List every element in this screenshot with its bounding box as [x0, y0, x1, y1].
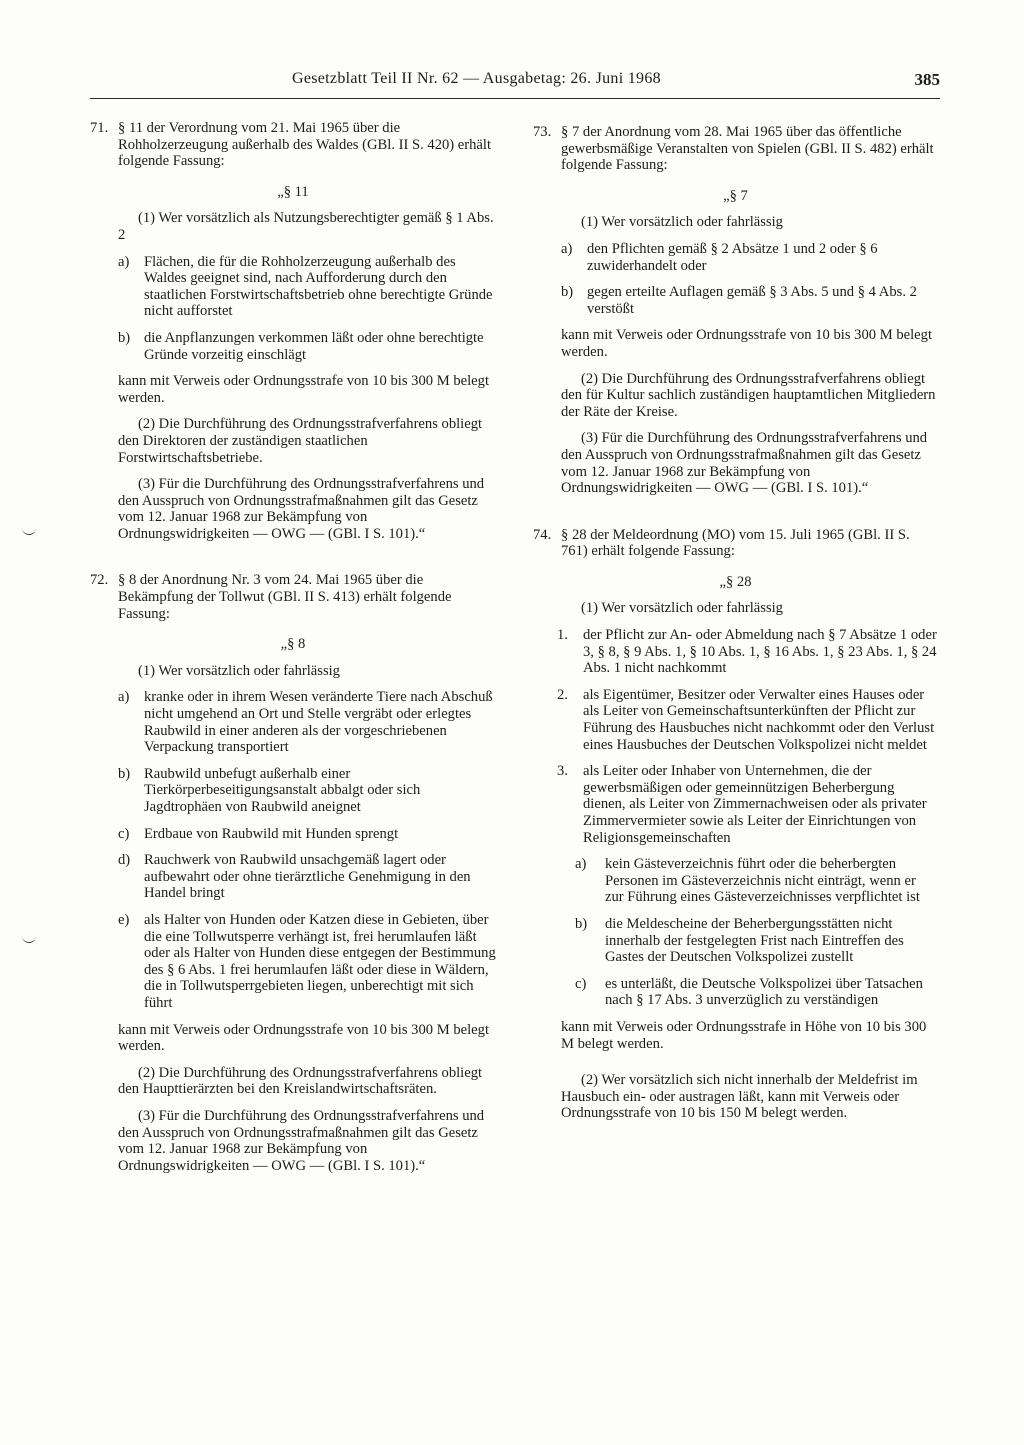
paragraph-title: „§ 28: [719, 573, 752, 590]
item-number: 71.: [90, 120, 109, 136]
list-label: a): [575, 856, 587, 873]
list-item-3a: [533, 856, 938, 906]
list-text: Rauchwerk von Raubwild unsachgemäß lagert oder aufbewahrt oder ohne tierärztliche Genehmigung in den Handel bringt: [144, 852, 471, 902]
list-label: 3.: [557, 763, 568, 780]
penalty-clause: kann mit Verweis oder Ordnungsstrafe von 10 bis 300 M belegt werden.: [118, 373, 489, 406]
item-heading-text: § 11 der Verordnung vom 21. Mai 1965 über die Rohholzerzeugung außerhalb des Waldes (GBl. II S. 420) erhält folgende Fassung:: [118, 120, 492, 170]
subsection-2: (2) Die Durchführung des Ordnungsstrafverfahrens obliegt den Direktoren der zuständigen staatlichen Forstwirtschaftsbetriebe.: [118, 416, 483, 466]
list-item-1: [533, 627, 938, 677]
subsection-2: (2) Wer vorsätzlich sich nicht innerhalb der Meldefrist im Hausbuch ein- oder austragen läßt, kann mit Verweis oder Ordnungsstrafe von 10 bis 150 M belegt werden.: [561, 1072, 918, 1122]
penalty-clause: kann mit Verweis oder Ordnungsstrafe in Höhe von 10 bis 300 M belegt werden.: [561, 1018, 927, 1052]
list-text: gegen erteilte Auflagen gemäß § 3 Abs. 5 und § 4 Abs. 2 verstößt: [587, 284, 917, 317]
item-heading: [533, 527, 938, 560]
item-74: [533, 527, 938, 1122]
item-heading: [533, 124, 938, 174]
list-label: c): [118, 825, 130, 842]
item-number: 74.: [533, 526, 552, 543]
subsection-1: (1) Wer vorsätzlich als Nutzungsberechtigter gemäß § 1 Abs. 2: [118, 210, 494, 243]
list-label: d): [118, 852, 131, 869]
item-heading: [90, 572, 496, 622]
left-column: [90, 120, 496, 1184]
list-text: als Eigentümer, Besitzer oder Verwalter eines Hauses oder als Leiter von Gemeinschaftsunterkünften der Pflicht zur Führung des Hausbuches nicht nachkommt oder den Verlust eines Hausbuches der Deutschen Volkspolizei nicht meldet: [583, 686, 935, 753]
list-label: b): [118, 329, 131, 346]
header-title: Gesetzblatt Teil II Nr. 62 — Ausgabetag: 26. Juni 1968: [292, 70, 661, 87]
list-label: a): [561, 240, 573, 257]
subsection-1: (1) Wer vorsätzlich oder fahrlässig: [138, 662, 340, 679]
item-number: 73.: [533, 124, 552, 140]
list-label: c): [575, 975, 587, 992]
list-item-3: [533, 763, 938, 846]
list-item-a: [90, 254, 496, 320]
list-text: als Leiter oder Inhaber von Unternehmen, die der gewerbsmäßigen oder gemeinnützigen Beherbergung dienen, als Leiter von Zimmernachweisen oder als privater Zimmervermieter sowie als Leiter der Einrichtungen von Religionsgemeinschaften: [583, 763, 927, 846]
list-text: den Pflichten gemäß § 2 Absätze 1 und 2 oder § 6 zuwiderhandelt oder: [587, 240, 878, 274]
list-label: b): [118, 765, 131, 782]
list-label: b): [575, 915, 588, 932]
subsection-3: (3) Für die Durchführung des Ordnungsstrafverfahrens und den Ausspruch von Ordnungsstrafmaßnahmen gilt das Gesetz vom 12. Januar 1968 zur Bekämpfung von Ordnungswidrigkeiten — OWG — (GBl. I S. 101).“: [561, 430, 928, 497]
list-label: e): [118, 911, 130, 928]
list-text: Flächen, die für die Rohholzerzeugung außerhalb des Waldes geeignet sind, nach Aufforderung durch den staatlichen Forstwirtschaftsbetrieb ohne berechtigte Gründe nicht aufforstet: [144, 253, 493, 320]
list-item-e: [90, 912, 496, 1012]
paragraph-title: „§ 7: [723, 187, 748, 204]
list-text: Raubwild unbefugt außerhalb einer Tierkörperbeseitigungsanstalt abbalgt oder sich Jagdtrophäen von Raubwild aneignet: [144, 765, 421, 815]
list-label: a): [118, 253, 130, 270]
list-text: kein Gästeverzeichnis führt oder die beherbergten Personen im Gästeverzeichnis nicht einträgt, wenn er zur Führung eines Gästeverzeichnisses verpflichtet ist: [605, 856, 920, 906]
subsection-3: (3) Für die Durchführung des Ordnungsstrafverfahrens und den Ausspruch von Ordnungsstrafmaßnahmen gilt das Gesetz vom 12. Januar 1968 zur Bekämpfung von Ordnungswidrigkeiten — OWG — (GBl. I S. 101).“: [118, 476, 485, 542]
list-label: b): [561, 284, 574, 301]
list-item-d: [90, 852, 496, 902]
item-73: [533, 124, 938, 497]
list-text: der Pflicht zur An- oder Abmeldung nach § 7 Absätze 1 oder 3, § 8, § 9 Abs. 1, § 10 Abs. 1, § 16 Abs. 1, § 23 Abs. 1, § 24 Abs. 1 nicht nachkommt: [583, 627, 937, 677]
page-number: 385: [914, 70, 940, 89]
subsection-1: (1) Wer vorsätzlich oder fahrlässig: [581, 600, 783, 617]
item-heading: [90, 120, 496, 170]
list-item-a: [90, 689, 496, 755]
item-71: [90, 120, 496, 542]
list-item-a: [533, 241, 938, 274]
right-column: [533, 124, 938, 1132]
item-heading-text: § 8 der Anordnung Nr. 3 vom 24. Mai 1965 über die Bekämpfung der Tollwut (GBl. II S. 413) erhält folgende Fassung:: [118, 572, 452, 622]
paragraph-title: „§ 8: [280, 636, 306, 653]
subsection-2: (2) Die Durchführung des Ordnungsstrafverfahrens obliegt den Haupttierärzten bei den Kreislandwirtschaftsräten.: [118, 1064, 483, 1098]
list-label: 2.: [557, 686, 568, 703]
list-item-b: [90, 766, 496, 816]
list-text: Erdbaue von Raubwild mit Hunden sprengt: [144, 825, 399, 842]
list-item-3b: [533, 916, 938, 966]
list-label: 1.: [557, 627, 568, 644]
list-text: als Halter von Hunden oder Katzen diese in Gebieten, über die eine Tollwutsperre verhängt ist, frei herumlaufen läßt oder als Halter von Hunden diese entgegen der Bestimmung des § 6 Abs. 1 frei herumlaufen läßt oder diese in Wäldern, die in Tollwutsperrgebieten liegen, unberechtigt mit sich führt: [144, 911, 496, 1011]
item-72: [90, 572, 496, 1174]
page-header: [90, 68, 940, 99]
penalty-clause: kann mit Verweis oder Ordnungsstrafe von 10 bis 300 M belegt werden.: [118, 1021, 489, 1055]
penalty-clause: kann mit Verweis oder Ordnungsstrafe von 10 bis 300 M belegt werden.: [561, 327, 932, 360]
list-item-b: [533, 284, 938, 317]
list-item-2: [533, 687, 938, 753]
item-number: 72.: [90, 572, 109, 589]
list-item-b: [90, 330, 496, 363]
list-label: a): [118, 689, 130, 706]
list-text: kranke oder in ihrem Wesen veränderte Tiere nach Abschuß nicht umgehend an Ort und Stelle vergräbt oder erlegtes Raubwild in einer anderen als der vorgeschriebenen Verpackung transportiert: [144, 689, 493, 756]
item-heading-text: § 7 der Anordnung vom 28. Mai 1965 über das öffentliche gewerbsmäßige Veranstalten von Spielen (GBl. II S. 482) erhält folgende Fassung:: [561, 124, 934, 174]
paragraph-title: „§ 11: [277, 183, 309, 200]
subsection-2: (2) Die Durchführung des Ordnungsstrafverfahrens obliegt den für Kultur sachlich zuständigen hauptamtlichen Mitgliedern der Räte der Kreise.: [561, 370, 936, 420]
list-text: es unterläßt, die Deutsche Volkspolizei über Tatsachen nach § 17 Abs. 3 unverzüglich zu verständigen: [605, 975, 923, 1009]
margin-mark: [22, 936, 36, 943]
margin-mark: [22, 528, 36, 535]
subsection-1: (1) Wer vorsätzlich oder fahrlässig: [581, 214, 783, 231]
subsection-3: (3) Für die Durchführung des Ordnungsstrafverfahrens und den Ausspruch von Ordnungsstrafmaßnahmen gilt das Gesetz vom 12. Januar 1968 zur Bekämpfung von Ordnungswidrigkeiten — OWG — (GBl. I S. 101).“: [118, 1107, 485, 1174]
list-text: die Anpflanzungen verkommen läßt oder ohne berechtigte Gründe vorzeitig einschlägt: [144, 329, 484, 363]
list-item-c: [90, 826, 496, 843]
list-text: die Meldescheine der Beherbergungsstätten nicht innerhalb der festgelegten Frist nach Eintreffen des Gastes der Deutschen Volkspolizei zustellt: [605, 915, 904, 966]
list-item-3c: [533, 976, 938, 1009]
item-heading-text: § 28 der Meldeordnung (MO) vom 15. Juli 1965 (GBl. II S. 761) erhält folgende Fassung:: [561, 526, 910, 560]
